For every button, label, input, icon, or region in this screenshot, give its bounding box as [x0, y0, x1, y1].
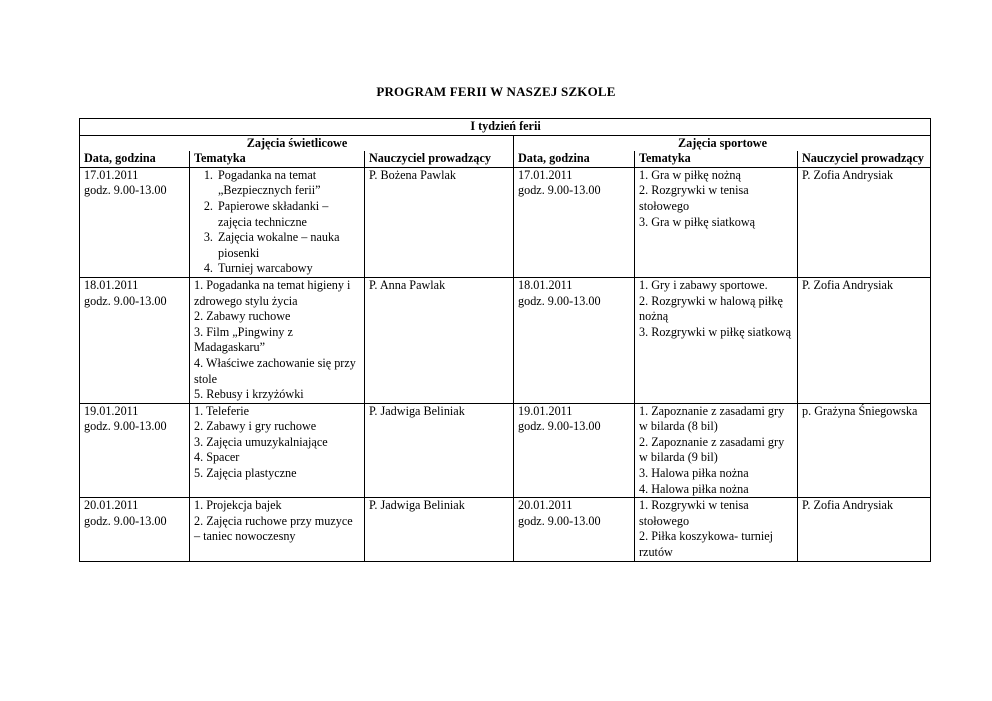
time-text: godz. 9.00-13.00: [518, 183, 601, 198]
topic-item: 1. Rozgrywki w tenisa stołowego: [639, 498, 749, 528]
left-date-cell: [80, 403, 190, 498]
topic-item: 2. Rozgrywki w tenisa stołowego: [639, 183, 749, 213]
date-text: 20.01.2011: [84, 498, 139, 513]
right-topics-cell: [635, 498, 798, 561]
column-header-date: Data, godzina: [80, 151, 190, 167]
topic-item: 3. Halowa piłka nożna: [639, 466, 749, 481]
topic-item: 4. Właściwe zachowanie się przy stole: [194, 355, 356, 386]
topic-item: 3. Film „Pingwiny z Madagaskaru”: [194, 324, 293, 355]
date-text: 19.01.2011: [84, 403, 139, 418]
table-row: [80, 403, 931, 498]
column-header-teacher: Nauczyciel prowadzący: [365, 151, 514, 167]
left-topics-cell: [190, 277, 365, 403]
left-teacher-cell: P. Jadwiga Beliniak: [365, 498, 514, 561]
topic-item: 2. Zabawy ruchowe: [194, 309, 291, 324]
topic-item: 3. Zajęcia umuzykalniające: [194, 434, 328, 449]
time-text: godz. 9.00-13.00: [84, 183, 167, 198]
topic-item: 3. Zajęcia wokalne – nauka piosenki: [216, 230, 361, 261]
topic-item: 1. Projekcja bajek: [194, 498, 282, 513]
date-text: 18.01.2011: [518, 277, 573, 292]
left-topics-cell: [190, 167, 365, 277]
week-header-row: [80, 119, 931, 136]
topic-item: 4. Spacer: [194, 450, 240, 465]
week-header: I tydzień ferii: [80, 119, 931, 136]
left-teacher-cell: P. Anna Pawlak: [365, 277, 514, 403]
right-teacher-cell: p. Grażyna Śniegowska: [798, 403, 931, 498]
time-text: godz. 9.00-13.00: [84, 513, 167, 528]
time-text: godz. 9.00-13.00: [518, 419, 601, 434]
table-row: [80, 167, 931, 277]
topic-item: 1. Zapoznanie z zasadami gry w bilarda (8 bil): [639, 403, 785, 434]
topic-item: 2. Zajęcia ruchowe przy muzyce – taniec nowoczesny: [194, 513, 353, 544]
topic-item: 5. Zajęcia plastyczne: [194, 466, 297, 481]
date-text: 19.01.2011: [518, 403, 573, 418]
left-date-cell: [80, 277, 190, 403]
left-topics-cell: [190, 403, 365, 498]
right-date-cell: [514, 498, 635, 561]
right-teacher-cell: P. Zofia Andrysiak: [798, 167, 931, 277]
group-header-right: Zajęcia sportowe: [514, 135, 931, 151]
time-text: godz. 9.00-13.00: [84, 419, 167, 434]
column-header-topic: Tematyka: [190, 151, 365, 167]
schedule-table: [79, 118, 931, 562]
left-date-cell: [80, 167, 190, 277]
topic-item: 1. Gry i zabawy sportowe.: [639, 277, 768, 292]
topic-item: 3. Gra w piłkę siatkową: [639, 214, 756, 229]
left-topics-cell: [190, 498, 365, 561]
topic-item: 2. Rozgrywki w halową piłkę nożną: [639, 293, 783, 324]
date-text: 20.01.2011: [518, 498, 573, 513]
date-text: 17.01.2011: [518, 167, 573, 182]
column-header-date: Data, godzina: [514, 151, 635, 167]
right-topics-cell: [635, 167, 798, 277]
topic-item: 1. Gra w piłkę nożną: [639, 167, 741, 182]
group-header-left: Zajęcia świetlicowe: [80, 135, 514, 151]
column-header-row: [80, 151, 931, 167]
left-date-cell: [80, 498, 190, 561]
topic-item: 5. Rebusy i krzyżówki: [194, 387, 304, 402]
topic-item: 1. Pogadanka na temat „Bezpiecznych ferii”: [216, 168, 361, 199]
right-date-cell: [514, 403, 635, 498]
document-title: PROGRAM FERII W NASZEJ SZKOLE: [376, 84, 616, 99]
topic-item: 3. Rozgrywki w piłkę siatkową: [639, 324, 791, 339]
table-row: [80, 498, 931, 561]
time-text: godz. 9.00-13.00: [518, 293, 601, 308]
right-teacher-cell: P. Zofia Andrysiak: [798, 277, 931, 403]
left-teacher-cell: P. Bożena Pawlak: [365, 167, 514, 277]
table-row: [80, 277, 931, 403]
time-text: godz. 9.00-13.00: [518, 513, 601, 528]
topic-item: 1. Teleferie: [194, 403, 250, 418]
right-teacher-cell: P. Zofia Andrysiak: [798, 498, 931, 561]
topic-item: 1. Pogadanka na temat higieny i zdrowego stylu życia: [194, 277, 351, 308]
right-topics-cell: [635, 277, 798, 403]
group-header-row: [80, 135, 931, 151]
right-date-cell: [514, 167, 635, 277]
right-date-cell: [514, 277, 635, 403]
topics-list: [194, 168, 361, 277]
date-text: 18.01.2011: [84, 277, 139, 292]
column-header-teacher: Nauczyciel prowadzący: [798, 151, 931, 167]
topic-item: 2. Piłka koszykowa- turniej rzutów: [639, 529, 774, 560]
date-text: 17.01.2011: [84, 167, 139, 182]
topic-item: 4. Turniej warcabowy: [216, 261, 361, 277]
time-text: godz. 9.00-13.00: [84, 293, 167, 308]
left-teacher-cell: P. Jadwiga Beliniak: [365, 403, 514, 498]
topic-item: 2. Zabawy i gry ruchowe: [194, 419, 317, 434]
column-header-topic: Tematyka: [635, 151, 798, 167]
topic-item: 4. Halowa piłka nożna: [639, 481, 749, 496]
right-topics-cell: [635, 403, 798, 498]
topic-item: 2. Papierowe składanki – zajęcia techniczne: [216, 199, 361, 230]
topic-item: 2. Zapoznanie z zasadami gry w bilarda (9 bil): [639, 434, 785, 465]
